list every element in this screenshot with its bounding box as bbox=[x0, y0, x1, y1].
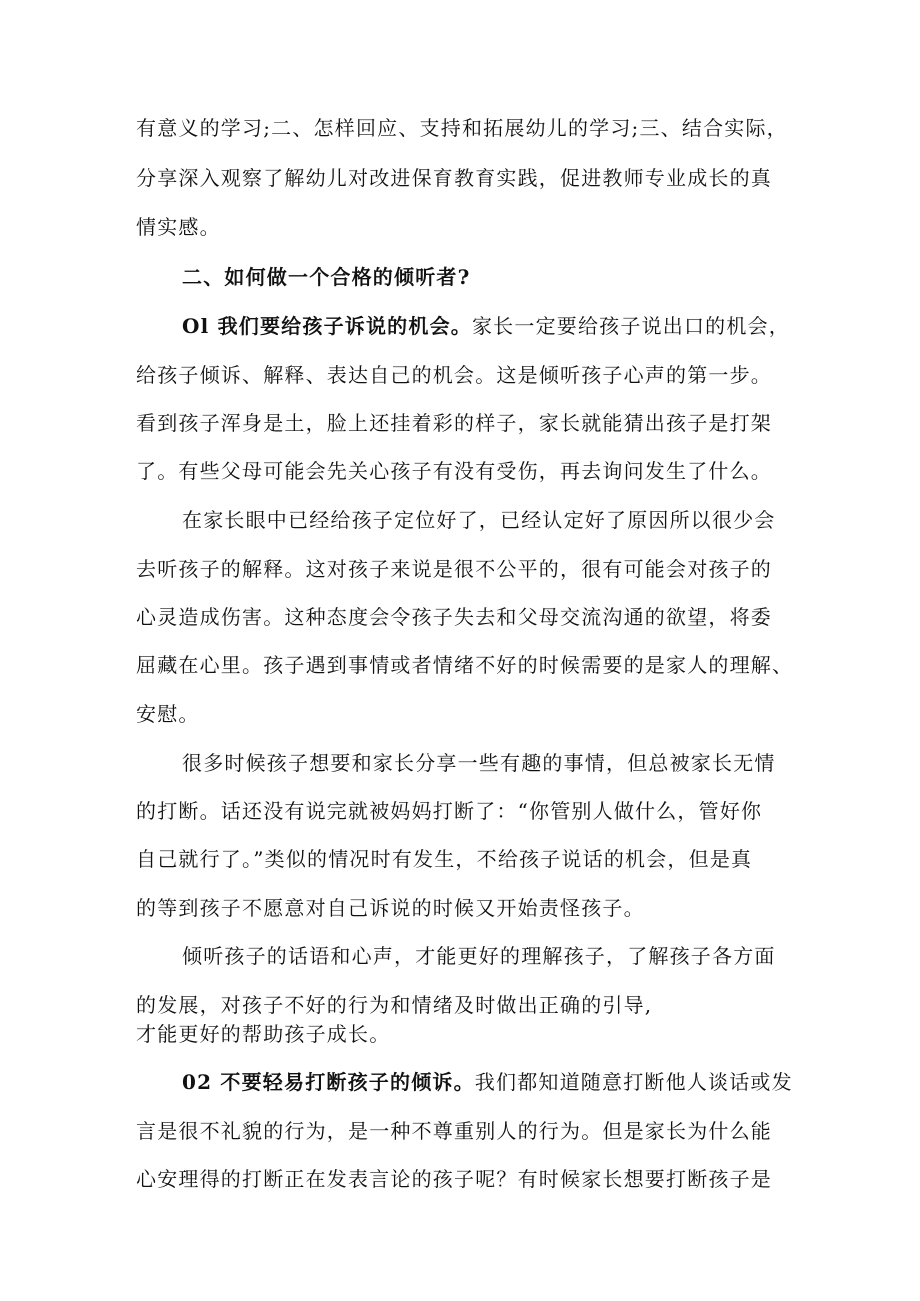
text-line: 了。有些父母可能会先关心孩子有没有受伤，再去询问发生了什么。 bbox=[136, 459, 772, 483]
text-line: 的发展，对孩子不好的行为和情绪及时做出正确的引导, bbox=[136, 993, 653, 1017]
text-line bbox=[182, 312, 790, 340]
text-line: 情实感。 bbox=[136, 215, 221, 239]
text-line: 的打断。话还没有说完就被妈妈打断了：“你管别人做什么，管好你 bbox=[136, 799, 763, 823]
text-line: 看到孩子浑身是土，脸上还挂着彩的样子，家长就能猜出孩子是打架 bbox=[136, 411, 772, 435]
text-line: 分享深入观察了解幼儿对改进保育教育实践，促进教师专业成长的真 bbox=[136, 166, 772, 190]
text-line: 才能更好的帮助孩子成长。 bbox=[136, 1022, 391, 1046]
text-line: 的等到孩子不愿意对自己诉说的时候又开始责怪孩子。 bbox=[136, 896, 645, 920]
text-line: 倾听孩子的话语和心声，才能更好的理解孩子，了解孩子各方面 bbox=[182, 944, 776, 968]
text-run: 我们都知道随意打断他人谈话或发 bbox=[474, 1070, 793, 1094]
text-line: 给孩子倾诉、解释、表达自己的机会。这是倾听孩子心声的第一步。 bbox=[136, 363, 772, 387]
text-run: 家长一定要给孩子说出口的机会， bbox=[471, 314, 790, 338]
text-line: 去听孩子的解释。这对孩子来说是很不公平的，很有可能会对孩子的 bbox=[136, 557, 772, 581]
section-heading: 二、如何做一个合格的倾听者? bbox=[182, 265, 471, 289]
bold-lead: 02 不要轻易打断孩子的倾诉。 bbox=[182, 1070, 475, 1094]
text-line: 很多时候孩子想要和家长分享一些有趣的事情，但总被家长无情 bbox=[182, 751, 776, 775]
text-line: 自己就行了。”类似的情况时有发生，不给孩子说话的机会，但是真 bbox=[136, 847, 753, 871]
text-line: 安慰。 bbox=[136, 702, 200, 726]
text-line: 在家长眼中已经给孩子定位好了，已经认定好了原因所以很少会 bbox=[182, 508, 776, 532]
bold-lead: Ol 我们要给孩子诉说的机会。 bbox=[182, 314, 472, 338]
text-line: 言是很不礼貌的行为，是一种不尊重别人的行为。但是家长为什么能 bbox=[136, 1119, 772, 1143]
text-line: 心安理得的打断正在发表言论的孩子呢？有时候家长想要打断孩子是 bbox=[136, 1167, 772, 1191]
text-line: 有意义的学习;二、怎样回应、支持和拓展幼儿的学习;三、结合实际， bbox=[136, 116, 788, 140]
text-line: 心灵造成伤害。这种态度会令孩子失去和父母交流沟通的欲望，将委 bbox=[136, 605, 772, 629]
text-line bbox=[182, 1068, 793, 1096]
text-line: 屈藏在心里。孩子遇到事情或者情绪不好的时候需要的是家人的理解、 bbox=[136, 653, 794, 677]
